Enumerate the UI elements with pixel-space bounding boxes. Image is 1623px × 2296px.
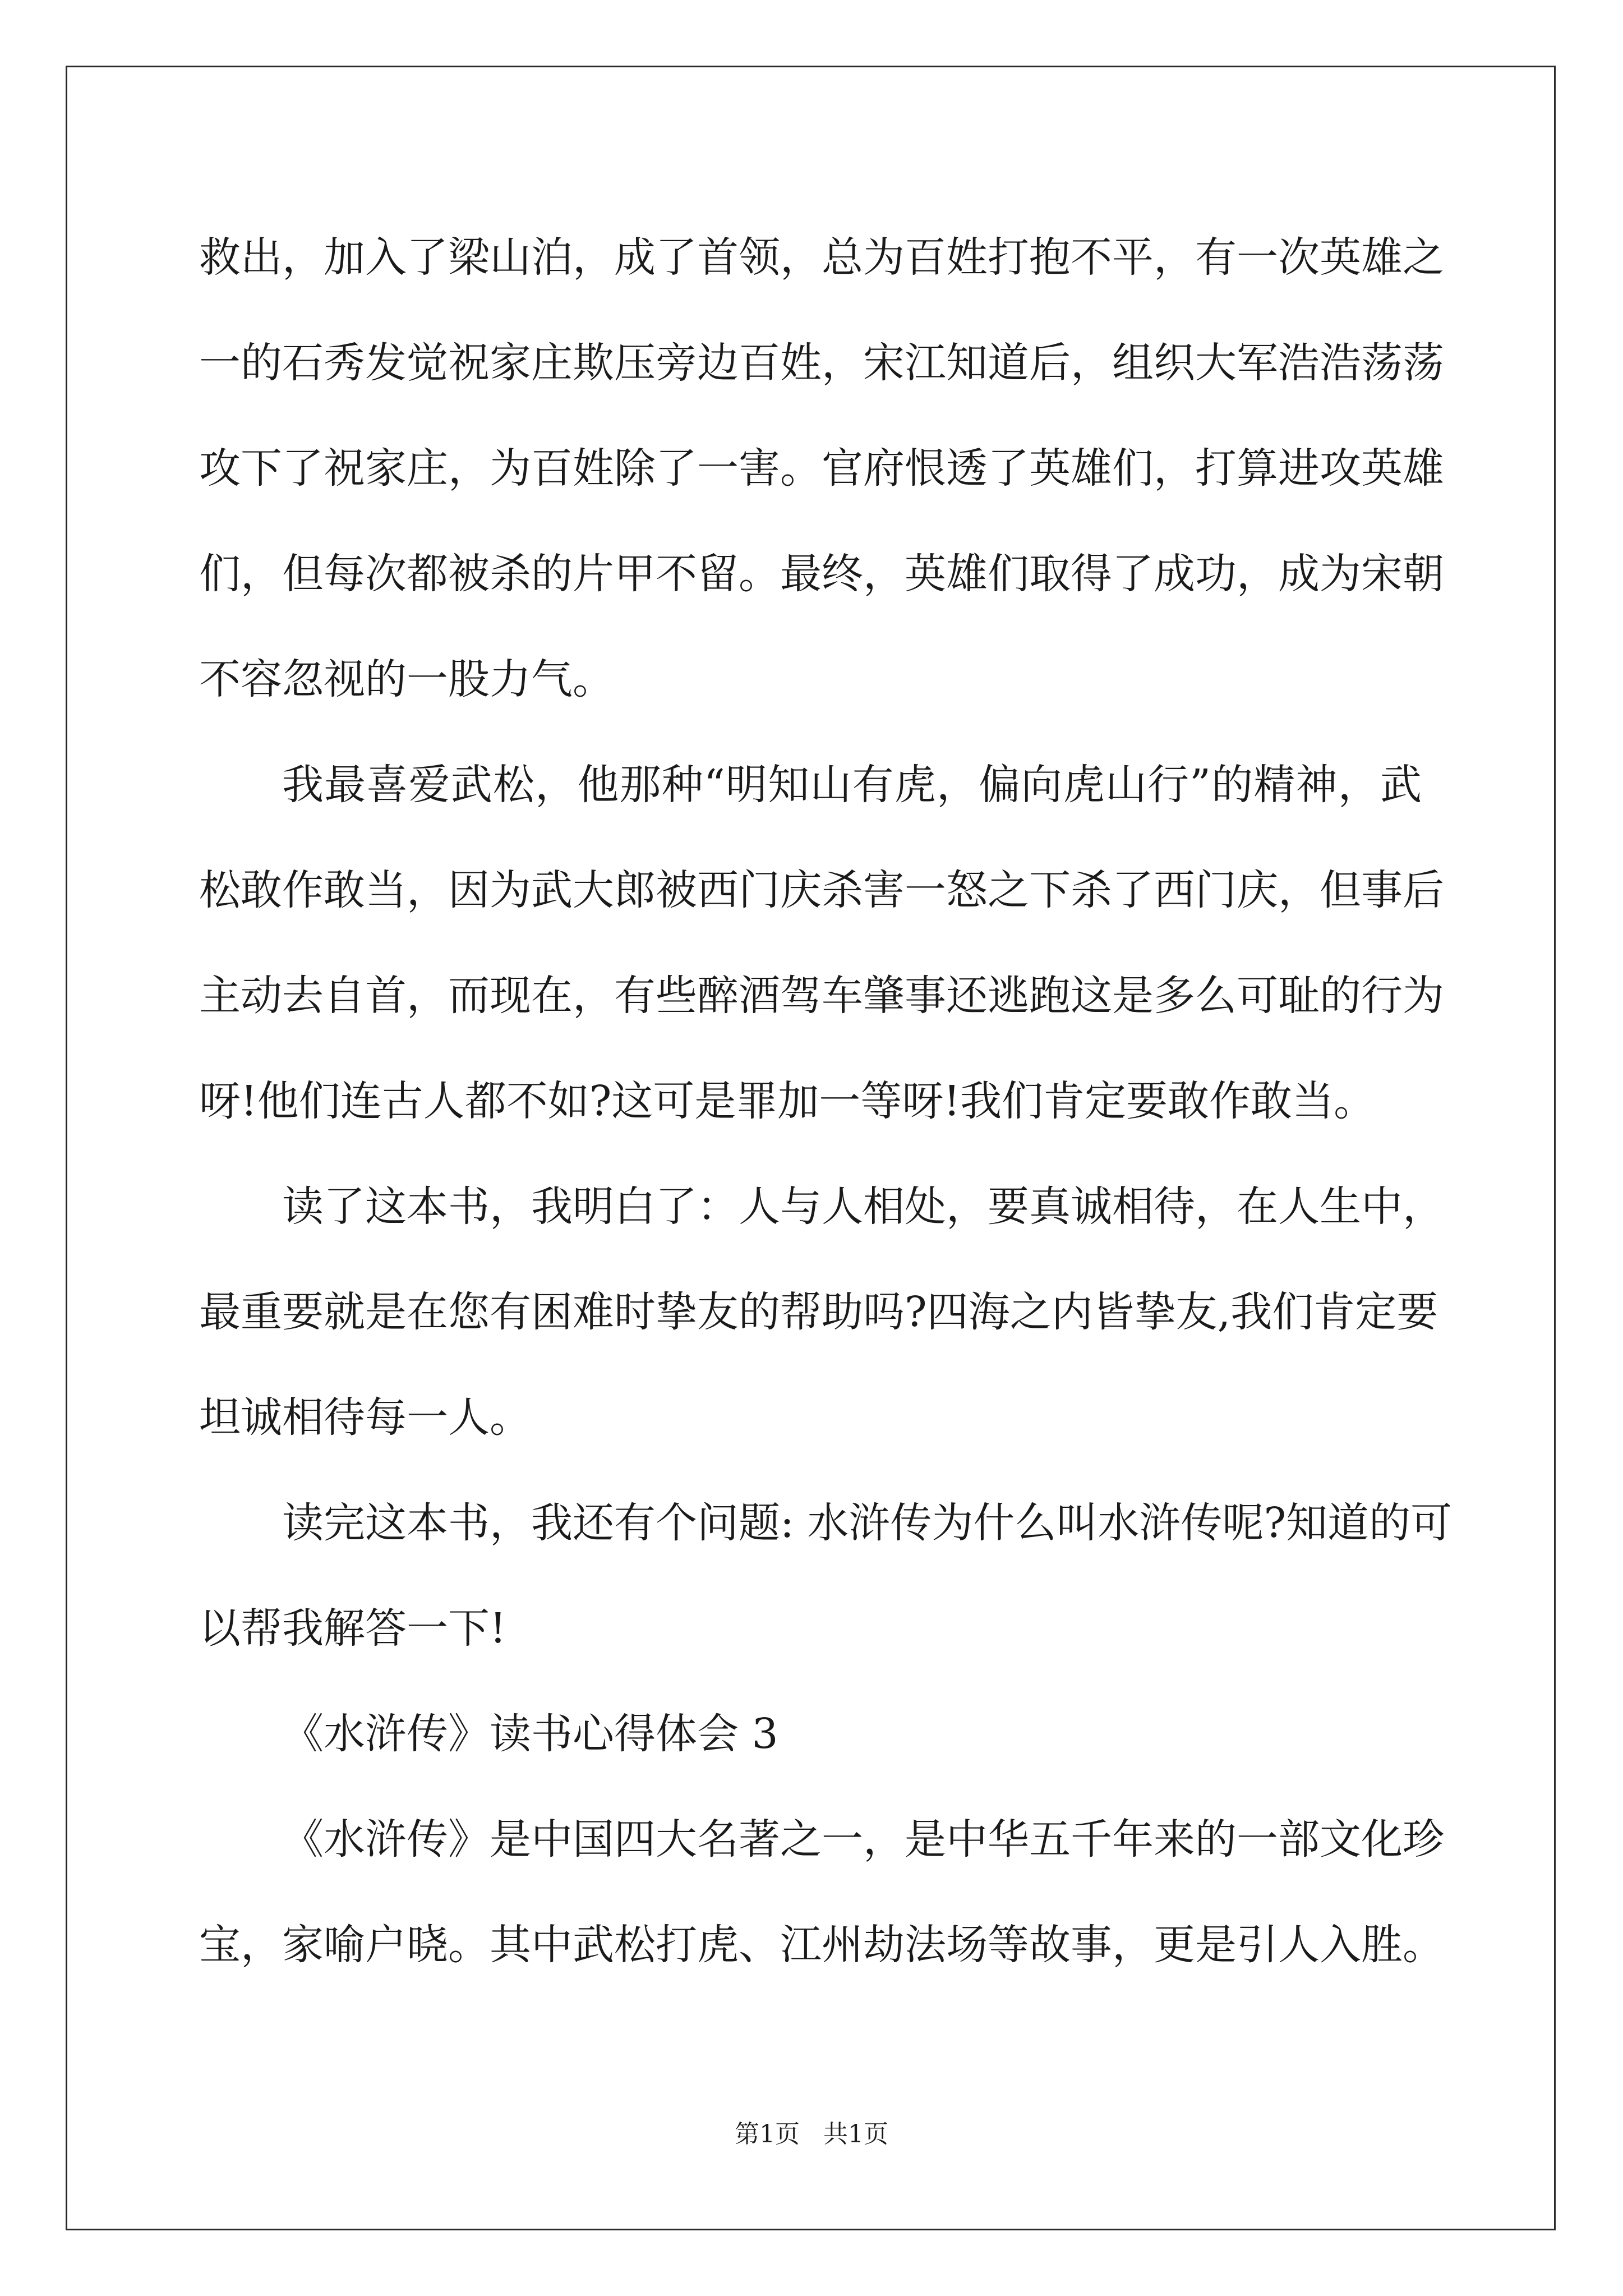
text-line: 一的石秀发觉祝家庄欺压旁边百姓，宋江知道后，组织大军浩浩荡荡 [199, 339, 1444, 387]
text-line: 宝，家喻户晓。其中武松打虎、江州劫法场等故事，更是引人入胜。 [199, 1921, 1444, 1969]
text-line: 们，但每次都被杀的片甲不留。最终，英雄们取得了成功，成为宋朝 [199, 550, 1444, 598]
text-line: 救出，加入了梁山泊，成了首领，总为百姓打抱不平，有一次英雄之 [199, 233, 1444, 282]
section-heading: 《水浒传》读书心得体会 3 [282, 1710, 778, 1758]
text-line: 最重要就是在您有困难时挚友的帮助吗?四海之内皆挚友,我们肯定要 [199, 1288, 1438, 1336]
text-line: 攻下了祝家庄，为百姓除了一害。官府恨透了英雄们，打算进攻英雄 [199, 444, 1444, 493]
text-line: 松敢作敢当，因为武大郎被西门庆杀害一怒之下杀了西门庆，但事后 [199, 866, 1444, 914]
text-line: 我最喜爱武松，他那种“明知山有虎，偏向虎山行”的精神，武 [282, 761, 1422, 809]
page-footer [0, 2118, 1623, 2151]
text-line: 以帮我解答一下! [199, 1604, 506, 1653]
document-body [199, 205, 1453, 1998]
text-line: 《水浒传》是中国四大名著之一，是中华五千年来的一部文化珍 [282, 1815, 1444, 1864]
text-line: 呀!他们连古人都不如?这可是罪加一等呀!我们肯定要敢作敢当。 [199, 1077, 1376, 1125]
text-line: 坦诚相待每一人。 [199, 1393, 531, 1442]
text-line: 读了这本书，我明白了：人与人相处，要真诚相待，在人生中， [282, 1182, 1444, 1231]
text-line: 不容忽视的一股力气。 [199, 655, 614, 703]
text-line: 主动去自首，而现在，有些醉酒驾车肇事还逃跑这是多么可耻的行为 [199, 972, 1444, 1020]
page-number: 第1页 [735, 2120, 800, 2148]
text-line: 读完这本书，我还有个问题: 水浒传为什么叫水浒传呢?知道的可 [282, 1499, 1453, 1547]
page-total: 共1页 [823, 2120, 888, 2148]
